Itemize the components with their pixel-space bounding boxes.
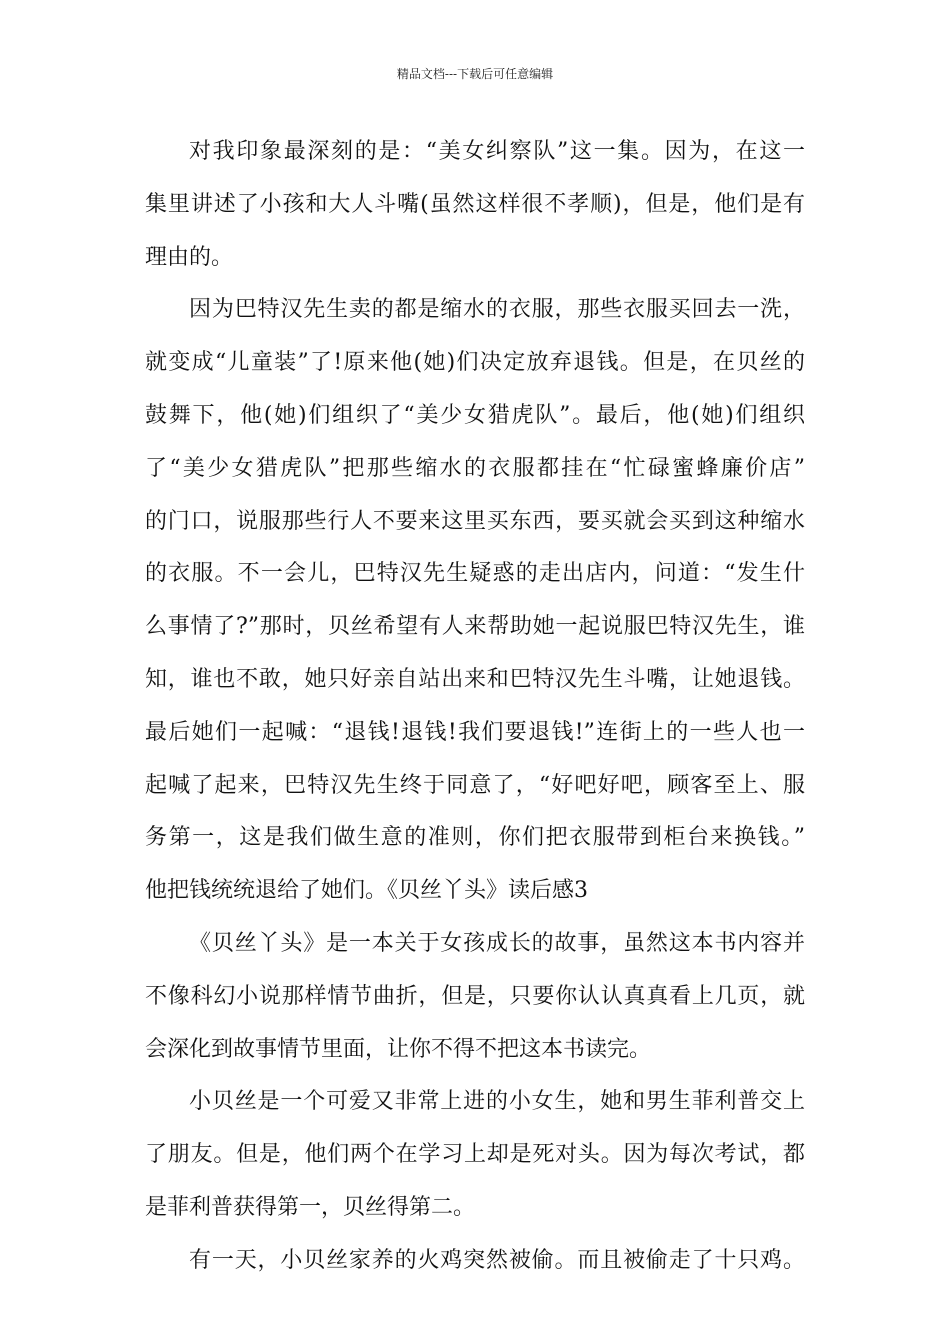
text-line: 最后她们一起喊：“退钱!退钱!我们要退钱!”连街上的一些人也一 bbox=[145, 719, 805, 745]
text-line: 了朋友。但是，他们两个在学习上却是死对头。因为每次考试，都 bbox=[145, 1142, 805, 1168]
text-line: 理由的。 bbox=[145, 244, 234, 270]
text-line: 是菲利普获得第一，贝丝得第二。 bbox=[145, 1194, 476, 1220]
text-line: 因为巴特汉先生卖的都是缩水的衣服，那些衣服买回去一洗， bbox=[189, 297, 805, 323]
text-line: 知，谁也不敢，她只好亲自站出来和巴特汉先生斗嘴，让她退钱。 bbox=[145, 666, 805, 692]
text-line: 不像科幻小说那样情节曲折，但是，只要你认认真真看上几页，就 bbox=[145, 983, 805, 1009]
page-header: 精品文档---下载后可任意编辑 bbox=[396, 67, 554, 81]
text-line: 集里讲述了小孩和大人斗嘴(虽然这样很不孝顺)，但是，他们是有 bbox=[145, 191, 805, 217]
text-line: 会深化到故事情节里面，让你不得不把这本书读完。 bbox=[145, 1036, 652, 1062]
text-line: 小贝丝是一个可爱又非常上进的小女生，她和男生菲利普交上 bbox=[189, 1089, 805, 1115]
text-line: 《贝丝丫头》是一本关于女孩成长的故事，虽然这本书内容并 bbox=[189, 930, 805, 956]
text-line: 就变成“儿童装”了!原来他(她)们决定放弃退钱。但是，在贝丝的 bbox=[145, 350, 805, 376]
text-line: 的衣服。不一会儿，巴特汉先生疑惑的走出店内，问道：“发生什 bbox=[145, 561, 805, 587]
document-body bbox=[145, 126, 805, 1288]
text-line: 有一天，小贝丝家养的火鸡突然被偷。而且被偷走了十只鸡。 bbox=[189, 1247, 805, 1273]
text-line: 么事情了?”那时，贝丝希望有人来帮助她一起说服巴特汉先生，谁 bbox=[145, 614, 805, 640]
text-line: 务第一，这是我们做生意的准则，你们把衣服带到柜台来换钱。” bbox=[145, 825, 805, 851]
text-line: 鼓舞下，他(她)们组织了“美少女猎虎队”。最后，他(她)们组织 bbox=[145, 402, 805, 428]
text-line: 对我印象最深刻的是：“美女纠察队”这一集。因为，在这一 bbox=[189, 139, 805, 164]
text-line: 了“美少女猎虎队”把那些缩水的衣服都挂在“忙碌蜜蜂廉价店” bbox=[145, 455, 805, 481]
text-line: 他把钱统统退给了她们。《贝丝丫头》读后感3 bbox=[145, 878, 588, 904]
text-line: 的门口，说服那些行人不要来这里买东西，要买就会买到这种缩水 bbox=[145, 508, 805, 534]
text-line: 起喊了起来，巴特汉先生终于同意了，“好吧好吧，顾客至上、服 bbox=[145, 772, 805, 798]
